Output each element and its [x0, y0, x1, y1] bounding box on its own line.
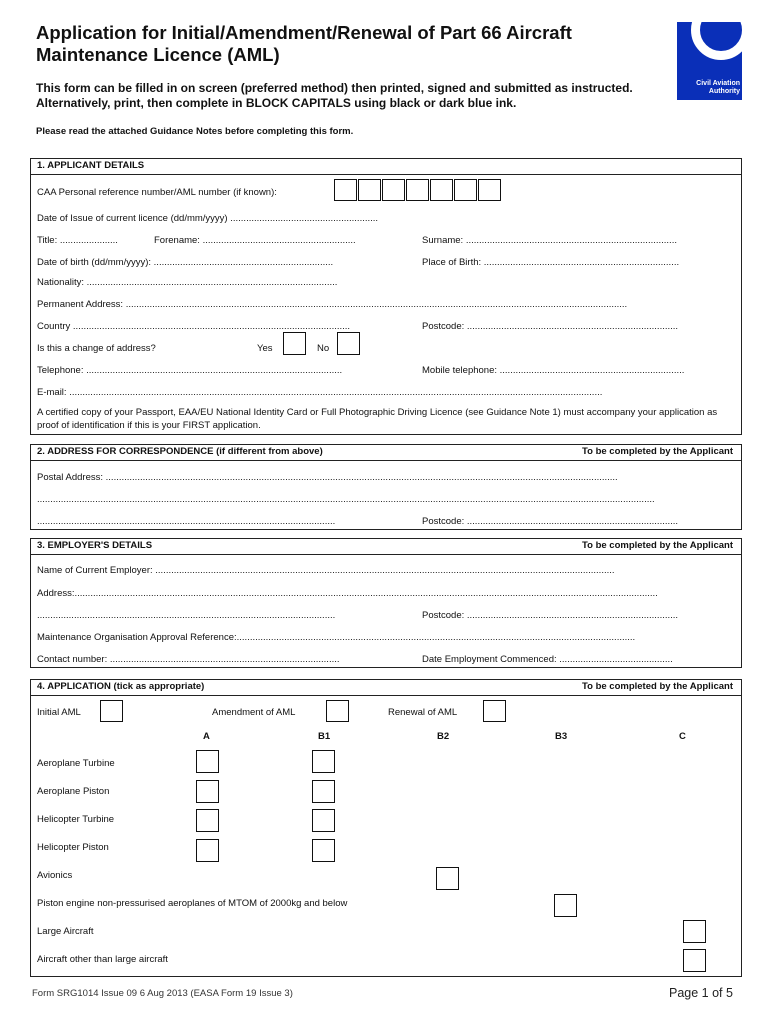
email-field[interactable]: E-mail: ..........................................................................................................................................................................................................: [37, 387, 603, 398]
helicopter-piston-a-checkbox[interactable]: [196, 839, 219, 862]
renewal-aml-label: Renewal of AML: [388, 707, 458, 718]
caa-logo-mark: [691, 22, 742, 60]
section-heading: [31, 445, 741, 461]
contact-number-field[interactable]: Contact number: .......................................................................................: [37, 654, 340, 665]
guidance-note: Please read the attached Guidance Notes before completing this form.: [36, 126, 354, 137]
helicopter-piston-b1-checkbox[interactable]: [312, 839, 335, 862]
amendment-aml-checkbox[interactable]: [326, 700, 349, 722]
row-label-avionics: Avionics: [37, 870, 73, 881]
correspondence-address-section: [30, 444, 742, 530]
section-instruction: To be completed by the Applicant: [582, 540, 733, 551]
application-section: [30, 679, 742, 977]
place-of-birth-field[interactable]: Place of Birth: ..........................................................................: [422, 257, 680, 268]
change-address-yes-checkbox[interactable]: [283, 332, 306, 355]
caa-ref-digit-2[interactable]: [358, 179, 381, 201]
caa-ref-digit-3[interactable]: [382, 179, 405, 201]
yes-label: Yes: [257, 343, 273, 354]
form-reference: Form SRG1014 Issue 09 6 Aug 2013 (EASA Form 19 Issue 3): [32, 988, 293, 999]
renewal-aml-checkbox[interactable]: [483, 700, 506, 722]
avionics-b2-checkbox[interactable]: [436, 867, 459, 890]
helicopter-turbine-a-checkbox[interactable]: [196, 809, 219, 832]
moa-reference-field[interactable]: Maintenance Organisation Approval Reference:.......................................................................................................................................................: [37, 632, 636, 643]
column-b2-header: B2: [437, 731, 450, 742]
permanent-address-field[interactable]: Permanent Address: ..............................................................................................................................................................................................: [37, 299, 628, 310]
caa-ref-digit-1[interactable]: [334, 179, 357, 201]
caa-logo-text: Civil Aviation Authority: [696, 80, 740, 95]
postal-address-field[interactable]: Postal Address: ..................................................................................................................................................................................................: [37, 472, 618, 483]
surname-field[interactable]: Surname: ................................................................................: [422, 235, 677, 246]
country-field[interactable]: Country .........................................................................................................: [37, 321, 351, 332]
telephone-field[interactable]: Telephone: .................................................................................................: [37, 365, 343, 376]
employer-postcode-field[interactable]: Postcode: ................................................................................: [422, 610, 679, 621]
date-of-birth-field[interactable]: Date of birth (dd/mm/yyyy): ....................................................................: [37, 257, 334, 268]
column-c-header: C: [679, 731, 686, 742]
row-label-aeroplane-turbine: Aeroplane Turbine: [37, 758, 115, 769]
section-title: 3. EMPLOYER'S DETAILS: [37, 540, 153, 551]
section-instruction: To be completed by the Applicant: [582, 681, 733, 692]
employer-address-line-2[interactable]: .................................................................................................................: [37, 610, 336, 621]
caa-ref-label: CAA Personal reference number/AML number (if known):: [37, 187, 277, 198]
column-a-header: A: [203, 731, 210, 742]
aeroplane-turbine-a-checkbox[interactable]: [196, 750, 219, 773]
piston-engine-b3-checkbox[interactable]: [554, 894, 577, 917]
date-of-issue-field[interactable]: Date of Issue of current licence (dd/mm/yyyy) ........................................................: [37, 213, 379, 224]
form-title: Application for Initial/Amendment/Renewal of Part 66 Aircraft Maintenance Licence (AML): [36, 22, 572, 65]
large-aircraft-c-checkbox[interactable]: [683, 920, 706, 943]
column-b3-header: B3: [555, 731, 568, 742]
column-b1-header: B1: [318, 731, 331, 742]
section-title: 4. APPLICATION (tick as appropriate): [37, 681, 205, 692]
section-title: 2. ADDRESS FOR CORRESPONDENCE (if different from above): [37, 446, 323, 457]
amendment-aml-label: Amendment of AML: [212, 707, 296, 718]
row-label-aircraft-other-than-large: Aircraft other than large aircraft: [37, 954, 168, 965]
correspondence-postcode-field[interactable]: Postcode: ................................................................................: [422, 516, 679, 527]
section-instruction: To be completed by the Applicant: [582, 446, 733, 457]
caa-ref-digit-7[interactable]: [478, 179, 501, 201]
page-number: Page 1 of 5: [669, 986, 733, 1000]
postal-address-line-2[interactable]: ..........................................................................................................................................................................................................................................: [37, 494, 655, 505]
initial-aml-label: Initial AML: [37, 707, 81, 718]
nationality-field[interactable]: Nationality: ...............................................................................................: [37, 277, 338, 288]
caa-ref-digit-5[interactable]: [430, 179, 453, 201]
section-title: 1. APPLICANT DETAILS: [37, 160, 145, 171]
section-heading: [31, 539, 741, 555]
row-label-large-aircraft: Large Aircraft: [37, 926, 94, 937]
helicopter-turbine-b1-checkbox[interactable]: [312, 809, 335, 832]
initial-aml-checkbox[interactable]: [100, 700, 123, 722]
no-label: No: [317, 343, 330, 354]
aeroplane-piston-b1-checkbox[interactable]: [312, 780, 335, 803]
title-field[interactable]: Title: ......................: [37, 235, 118, 246]
section-heading: [31, 680, 741, 696]
date-employment-field[interactable]: Date Employment Commenced: ...........................................: [422, 654, 673, 665]
row-label-helicopter-turbine: Helicopter Turbine: [37, 814, 115, 825]
caa-ref-digit-4[interactable]: [406, 179, 429, 201]
change-address-no-checkbox[interactable]: [337, 332, 360, 355]
row-label-aeroplane-piston: Aeroplane Piston: [37, 786, 110, 797]
form-intro: This form can be filled in on screen (preferred method) then printed, signed and submitted as instructed. Alternatively, print, then complete in BLOCK CAPITALS using black or dark blue ink.: [36, 81, 633, 110]
postcode-field[interactable]: Postcode: ................................................................................: [422, 321, 679, 332]
change-of-address-label: Is this a change of address?: [37, 343, 156, 354]
row-label-helicopter-piston: Helicopter Piston: [37, 842, 109, 853]
postal-address-line-3[interactable]: .................................................................................................................: [37, 516, 336, 527]
applicant-details-section: [30, 158, 742, 435]
row-label-piston-engine-non-pressurised: Piston engine non-pressurised aeroplanes of MTOM of 2000kg and below: [37, 898, 348, 909]
caa-ref-digit-6[interactable]: [454, 179, 477, 201]
other-aircraft-c-checkbox[interactable]: [683, 949, 706, 972]
aeroplane-turbine-b1-checkbox[interactable]: [312, 750, 335, 773]
employer-details-section: [30, 538, 742, 668]
employer-name-field[interactable]: Name of Current Employer: ..............................................................................................................................................................................: [37, 565, 615, 576]
mobile-telephone-field[interactable]: Mobile telephone: ......................................................................: [422, 365, 685, 376]
employer-address-field[interactable]: Address:.............................................................................................................................................................................................................................: [37, 588, 658, 599]
section-heading: [31, 159, 741, 175]
identification-note: A certified copy of your Passport, EAA/EU National Identity Card or Full Photographic Driving Licence (see Guidance Note 1) must accompany your application as proof of identification if this is your FIRST application.: [37, 407, 718, 431]
aeroplane-piston-a-checkbox[interactable]: [196, 780, 219, 803]
caa-logo: [677, 22, 742, 100]
forename-field[interactable]: Forename: ..........................................................: [154, 235, 356, 246]
